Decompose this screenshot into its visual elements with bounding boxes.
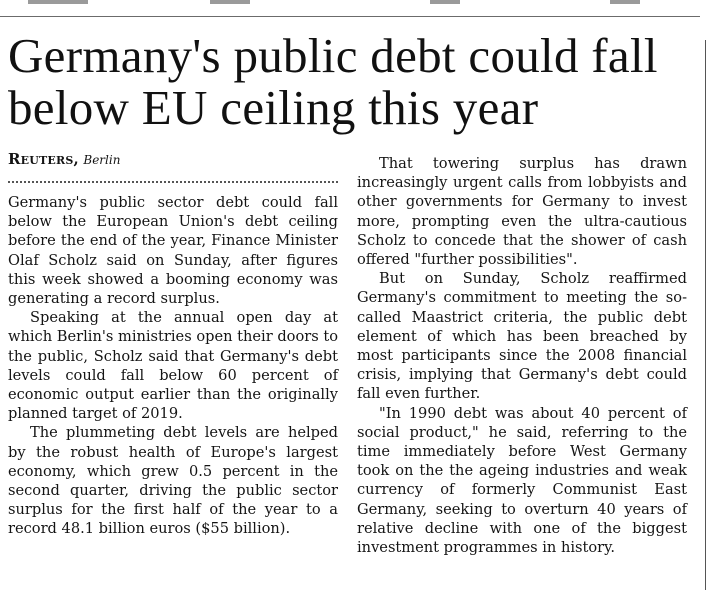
article-column-2 bbox=[357, 154, 687, 557]
right-column-rule bbox=[705, 40, 706, 590]
paragraph: Speaking at the annual open day at which Berlin's ministries open their doors to the public, Scholz said that Germany's debt levels could fall below 60 percent of economic output earlier than the originally planned target of 2019. bbox=[8, 309, 338, 423]
dotted-separator bbox=[8, 181, 338, 183]
top-divider bbox=[0, 16, 700, 17]
headline: Germany's public debt could fall below EU ceiling this year bbox=[8, 28, 658, 135]
paragraph: "In 1990 debt was about 40 percent of social product," he said, referring to the time immediately before West Germany took on the the ageing industries and weak currency of formerly Communist East Germany, seeking to overturn 40 years of relative decline with one of the biggest investment programmes in history. bbox=[357, 404, 687, 557]
paragraph: The plummeting debt levels are helped by the robust health of Europe's largest economy, which grew 0.5 percent in the second quarter, driving the public sector surplus for the first half of the year to a record 48.1 billion euros ($55 billion). bbox=[8, 424, 338, 538]
paragraph: But on Sunday, Scholz reaffirmed Germany's commitment to meeting the so-called Maastrict criteria, the public debt element of which has been breached by most participants since the 2008 financial crisis, implying that Germany's debt could fall even further. bbox=[357, 270, 687, 403]
byline-dateline: Berlin bbox=[83, 153, 121, 167]
byline bbox=[8, 150, 120, 169]
paragraph: Germany's public sector debt could fall below the European Union's debt ceiling before the end of the year, Finance Minister Olaf Scholz said on Sunday, after figures this week showed a booming economy was generating a record surplus. bbox=[8, 194, 338, 308]
paragraph: That towering surplus has drawn increasingly urgent calls from lobbyists and other governments for Germany to invest more, prompting even the ultra-cautious Scholz to concede that the shower of cash offered "further possibilities". bbox=[357, 155, 687, 269]
article-column-1 bbox=[8, 193, 338, 539]
byline-agency: Reuters, bbox=[8, 150, 79, 168]
clipped-top-edge bbox=[0, 0, 713, 6]
